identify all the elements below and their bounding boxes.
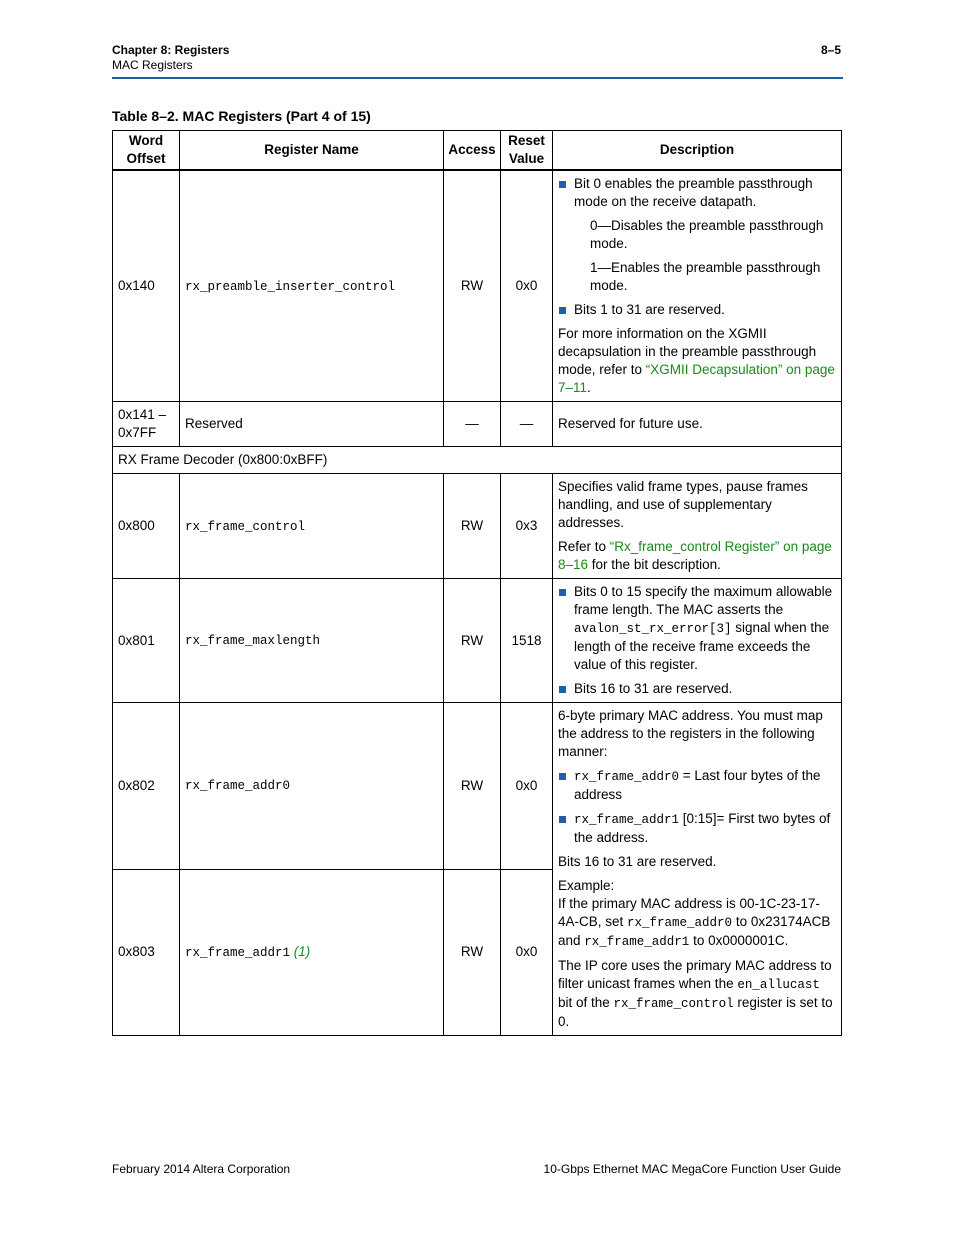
- register-name: rx_frame_addr0: [627, 916, 733, 930]
- cell-offset: 0x802: [113, 703, 180, 870]
- col-reset-value: Reset Value: [501, 131, 553, 171]
- header-rule: [112, 77, 843, 79]
- cell-register-name: [180, 579, 444, 703]
- bullet-square-icon: [559, 307, 566, 314]
- register-name: rx_preamble_inserter_control: [185, 279, 396, 294]
- list-item: [558, 301, 836, 319]
- para-text: Example:: [558, 878, 615, 893]
- description-paragraph: Specifies valid frame types, pause frames handling, and use of supplementary addresses.: [558, 479, 808, 530]
- cell-reset: 0x0: [501, 170, 553, 402]
- mac-registers-table: [112, 130, 842, 1036]
- para-text: for the bit description.: [588, 557, 721, 572]
- description-paragraph: [558, 325, 836, 397]
- section-title: MAC Registers: [112, 58, 193, 72]
- table-caption: Table 8–2. MAC Registers (Part 4 of 15): [112, 108, 371, 124]
- register-name: rx_frame_addr1: [574, 813, 680, 827]
- para-text: If the primary MAC address is 00-1C-23-17-4A-CB, set: [558, 896, 820, 929]
- col-register-name: Register Name: [180, 131, 444, 171]
- group-row: [113, 447, 842, 474]
- cell-access: RW: [444, 474, 501, 579]
- table-row: [113, 474, 842, 579]
- para-text: bit of the: [558, 995, 614, 1010]
- cell-access: RW: [444, 170, 501, 402]
- para-text: to 0x23174ACB and: [558, 914, 831, 948]
- chapter-title: Chapter 8: Registers: [112, 43, 230, 57]
- bullet-text: Bits 1 to 31 are reserved.: [574, 302, 725, 317]
- para-text: to 0x0000001C.: [689, 933, 789, 948]
- register-name: rx_frame_addr1: [584, 935, 690, 949]
- bullet-square-icon: [559, 816, 566, 823]
- cell-description: [553, 703, 842, 1036]
- bullet-text: = Last four bytes of the address: [574, 768, 821, 802]
- cell-offset: 0x141 – 0x7FF: [113, 402, 180, 447]
- cell-access: —: [444, 402, 501, 447]
- cell-register-name: [180, 869, 444, 1036]
- cell-register-name: Reserved: [180, 402, 444, 447]
- list-item: [558, 175, 836, 295]
- group-label: RX Frame Decoder (0x800:0xBFF): [113, 447, 842, 474]
- para-text: Refer to: [558, 539, 610, 554]
- register-name: rx_frame_addr1: [185, 945, 291, 960]
- cell-reset: 0x0: [501, 869, 553, 1036]
- cell-description: [553, 474, 842, 579]
- bullet-text: Bits 16 to 31 are reserved.: [574, 681, 733, 696]
- register-name: rx_frame_maxlength: [185, 634, 321, 648]
- description-paragraph: [558, 877, 836, 951]
- footer-right: 10-Gbps Ethernet MAC MegaCore Function User Guide: [543, 1162, 841, 1176]
- register-name: rx_frame_addr0: [574, 770, 680, 784]
- xgmii-decapsulation-link[interactable]: “XGMII Decapsulation” on page 7–11: [558, 362, 835, 395]
- cell-reset: —: [501, 402, 553, 447]
- description-paragraph: [558, 538, 836, 574]
- table-row: [113, 703, 842, 870]
- bullet-square-icon: [559, 686, 566, 693]
- rx-frame-control-register-link[interactable]: “Rx_frame_control Register” on page 8–16: [558, 539, 832, 572]
- bullet-text: signal when the length of the receive frame exceeds the value of this register.: [574, 620, 830, 672]
- table-row: [113, 170, 842, 402]
- cell-description: [553, 170, 842, 402]
- cell-offset: 0x801: [113, 579, 180, 703]
- register-name: rx_frame_addr0: [185, 779, 291, 794]
- cell-reset: 0x3: [501, 474, 553, 579]
- cell-description: Reserved for future use.: [553, 402, 842, 447]
- bullet-text: Bit 0 enables the preamble passthrough mode on the receive datapath.: [574, 176, 813, 209]
- cell-offset: 0x803: [113, 869, 180, 1036]
- register-name: rx_frame_control: [613, 997, 734, 1011]
- cell-offset: 0x140: [113, 170, 180, 402]
- footer-left: February 2014 Altera Corporation: [112, 1162, 291, 1176]
- table-header-row: [113, 131, 842, 171]
- cell-access: RW: [444, 579, 501, 703]
- sub-text: 1—Enables the preamble passthrough mode.: [590, 260, 821, 293]
- para-text: .: [587, 380, 591, 395]
- sub-text: 0—Disables the preamble passthrough mode.: [590, 218, 824, 251]
- list-item: [558, 680, 836, 698]
- list-item: [558, 767, 836, 804]
- bit-name: en_allucast: [737, 978, 820, 992]
- cell-register-name: [180, 170, 444, 402]
- col-description: Description: [553, 131, 842, 171]
- description-paragraph: Bits 16 to 31 are reserved.: [558, 854, 717, 869]
- cell-access: RW: [444, 869, 501, 1036]
- bullet-square-icon: [559, 773, 566, 780]
- page-number: 8–5: [820, 43, 841, 57]
- bullet-square-icon: [559, 589, 566, 596]
- para-text: register is set to 0.: [558, 995, 833, 1029]
- footnote-link[interactable]: (1): [293, 943, 311, 959]
- para-text: For more information on the XGMII decapsulation in the preamble passthrough mode, refer to: [558, 326, 817, 377]
- list-item: [558, 810, 836, 847]
- description-paragraph: 6-byte primary MAC address. You must map the address to the registers in the following manner:: [558, 708, 823, 759]
- bullet-text: [0:15]= First two bytes of the address.: [574, 811, 831, 845]
- cell-reset: 0x0: [501, 703, 553, 870]
- description-paragraph: [558, 957, 836, 1031]
- col-word-offset: Word Offset: [113, 131, 180, 171]
- signal-name: avalon_st_rx_error[3]: [574, 622, 732, 636]
- cell-register-name: [180, 474, 444, 579]
- table-row: [113, 579, 842, 703]
- bullet-text: Bits 0 to 15 specify the maximum allowable frame length. The MAC asserts the: [574, 584, 833, 617]
- bullet-square-icon: [559, 181, 566, 188]
- cell-description: [553, 579, 842, 703]
- table-row: [113, 402, 842, 447]
- col-access: Access: [444, 131, 501, 171]
- list-item: [558, 583, 836, 674]
- cell-access: RW: [444, 703, 501, 870]
- para-text: The IP core uses the primary MAC address to filter unicast frames when the: [558, 958, 832, 991]
- cell-register-name: [180, 703, 444, 870]
- cell-offset: 0x800: [113, 474, 180, 579]
- cell-reset: 1518: [501, 579, 553, 703]
- register-name: rx_frame_control: [185, 519, 306, 534]
